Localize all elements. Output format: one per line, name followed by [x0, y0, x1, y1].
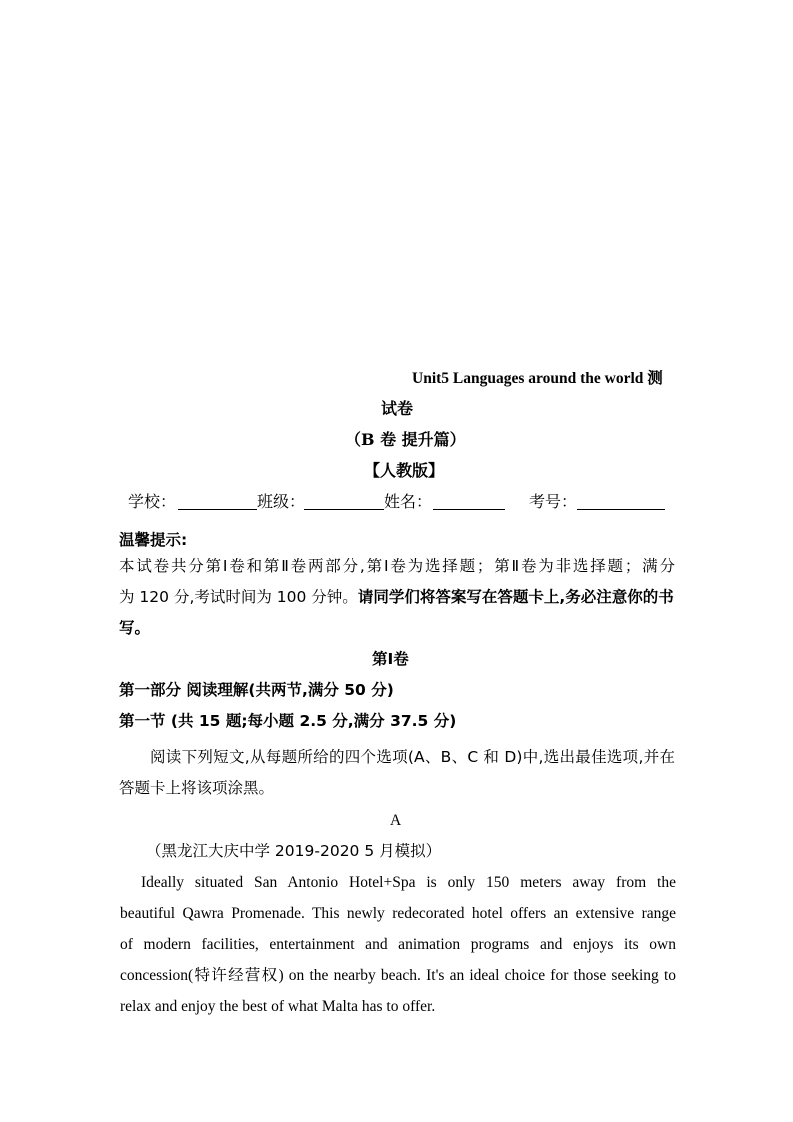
number-blank[interactable]	[577, 509, 665, 510]
passage-line-5: relax and enjoy the best of what Malta has to offer.	[120, 998, 436, 1015]
instruction-line-2: 答题卡上将该项涂黑。	[119, 779, 275, 797]
name-label: 姓名：	[384, 492, 433, 511]
class-blank[interactable]	[304, 509, 384, 510]
exam-subtitle: （B 卷 提升篇）	[345, 430, 466, 449]
passage-line-1: Ideally situated San Antonio Hotel+Spa is only 150 meters away from the	[141, 874, 676, 891]
notice-line-1: 本试卷共分第Ⅰ卷和第Ⅱ卷两部分,第Ⅰ卷为选择题；第Ⅱ卷为非选择题；满分	[119, 557, 675, 575]
school-blank[interactable]	[178, 509, 257, 510]
passage-line-2: beautiful Qawra Promenade. This newly redecorated hotel offers an extensive range	[120, 905, 676, 922]
exam-title-line-1: Unit5 Languages around the world 测	[412, 370, 663, 387]
exam-edition: 【人教版】	[364, 461, 445, 480]
notice-line-2	[119, 587, 674, 607]
number-label: 考号：	[529, 492, 578, 511]
exam-title-line-2: 试卷	[381, 399, 414, 418]
passage-line-3: of modern facilities, entertainment and animation programs and enjoys its own	[120, 936, 676, 953]
notice-heading: 温馨提示:	[119, 531, 188, 549]
part-title: 第一部分 阅读理解(共两节,满分 50 分)	[119, 681, 394, 699]
passage-source: （黑龙江大庆中学 2019-2020 5 月模拟）	[146, 842, 442, 860]
class-label: 班级：	[257, 492, 306, 511]
notice-line-2-plain: 为 120 分,考试时间为 100 分钟。	[119, 588, 358, 606]
instruction-line-1: 阅读下列短文,从每题所给的四个选项(A、B、C 和 D)中,选出最佳选项,并在	[150, 748, 675, 766]
notice-line-3: 写。	[119, 619, 151, 637]
name-blank[interactable]	[433, 509, 505, 510]
passage-label: A	[390, 812, 402, 829]
school-label: 学校：	[128, 492, 177, 511]
notice-line-2-bold: 请同学们将答案写在答题卡上,务必注意你的书	[357, 588, 674, 606]
passage-line-4: concession(特许经营权) on the nearby beach. It's an ideal choice for those seeking to	[120, 967, 676, 984]
subsection-title: 第一节 (共 15 题;每小题 2.5 分,满分 37.5 分)	[119, 712, 457, 730]
volume-title: 第Ⅰ卷	[372, 650, 409, 668]
